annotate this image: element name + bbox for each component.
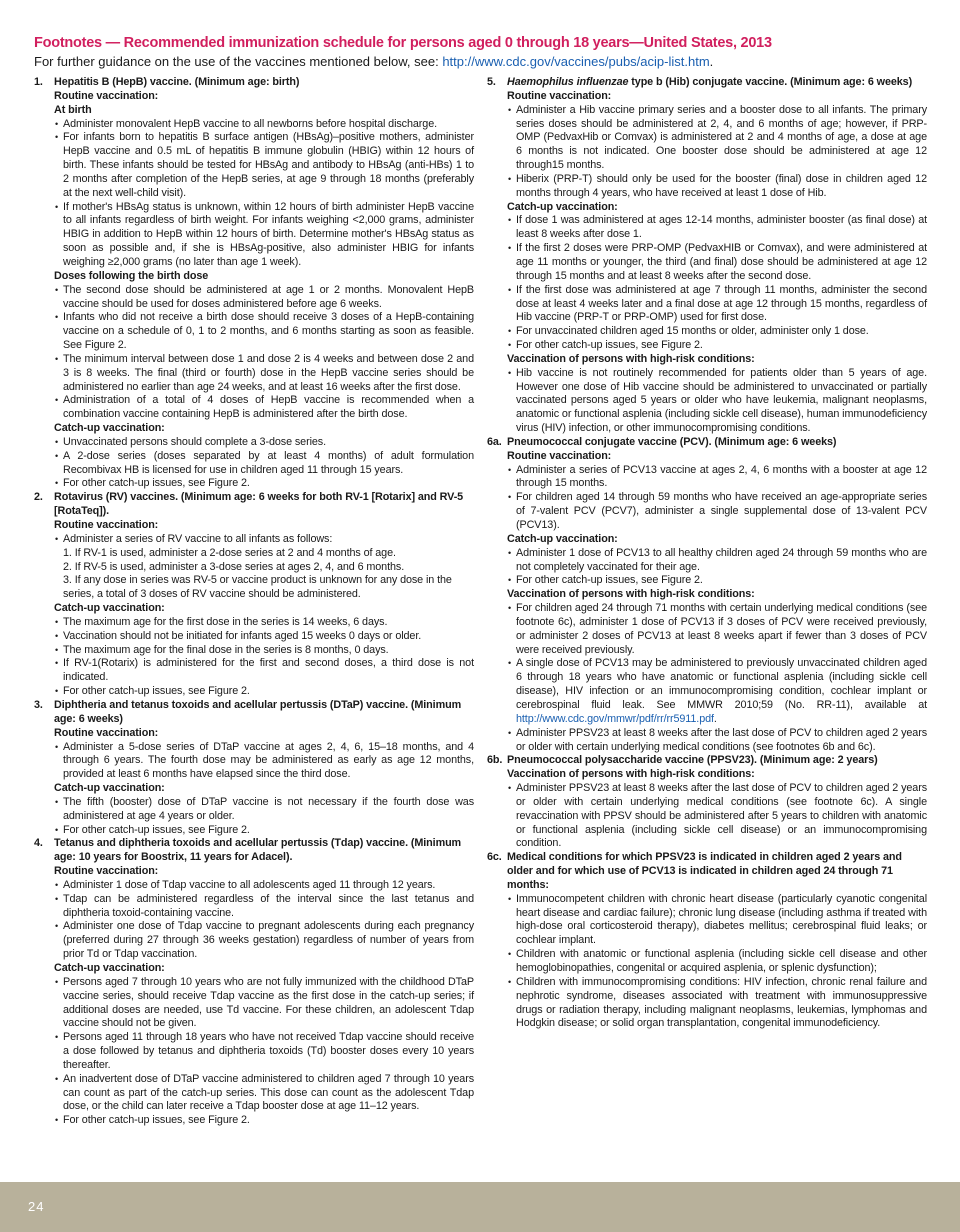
- page-subtitle: [34, 54, 934, 69]
- footnote-hib: [487, 76, 927, 436]
- footnote-number: 6c.: [487, 851, 502, 864]
- list-item: • If the first dose was administered at age 7 through 11 months, administer the second dose at least 4 weeks later and a final dose at age 12 through 15 months, regardless of Hib vaccine (PRP-T or PRP-OMP) used for first dose.: [507, 284, 927, 326]
- footnote-title: Diphtheria and tetanus toxoids and acellular pertussis (DTaP) vaccine. (Minimum age: 6 weeks): [54, 698, 462, 725]
- catchup-label: Catch-up vaccination:: [507, 532, 618, 545]
- routine-label: Routine vaccination:: [54, 865, 159, 878]
- footnote-rotavirus: [34, 491, 474, 699]
- list-item: • Infants who did not receive a birth dose should receive 3 doses of a HepB-containing vaccine on a schedule of 0, 1 to 2 months, and 6 months starting as soon as feasible. See Figure 2.: [54, 311, 474, 353]
- numbered-item: 1. If RV-1 is used, administer a 2-dose series at 2 and 4 months of age.: [63, 546, 396, 559]
- catchup-label: Catch-up vaccination:: [54, 962, 165, 974]
- list-item: • The maximum age for the first dose in the series is 14 weeks, 6 days.: [54, 616, 474, 630]
- list-item: • Children with immunocompromising conditions: HIV infection, chronic renal failure and nephrotic syndrome, diseases associated with treatment with immunosuppressive drugs or radiation therapy, including malignant neoplasms, leukemias, lymphomas and Hodgkin disease; or solid organ transplantation, congenital immunodeficiency.: [507, 976, 927, 1031]
- footnote-ppsv: [487, 754, 927, 851]
- list-item: • For infants born to hepatitis B surface antigen (HBsAg)–positive mothers, administer HepB vaccine and 0.5 mL of hepatitis B immune globulin (HBIG) within 12 hours of birth. These infants should be tested for HBsAg and antibody to HBsAg (anti-HBs) 1 to 2 months after completion of the HepB series, at age 9 through 18 months (preferably at the next well-child visit).: [54, 131, 474, 200]
- routine-list: [54, 879, 474, 962]
- list-item: • If mother's HBsAg status is unknown, within 12 hours of birth administer HepB vaccine to all infants regardless of birth weight. For infants weighing <2,000 grams, administer HBIG in addition to HepB within 12 hours of birth. Determine mother's HBsAg status as soon as possible and, if she is HBsAg-positive, also administer HBIG for infants weighing ≥2,000 grams (no later than age 1 week).: [54, 201, 474, 270]
- catchup-list: [54, 976, 474, 1128]
- list-item: • If dose 1 was administered at ages 12-14 months, administer booster (as final dose) at least 8 weeks after dose 1.: [507, 214, 927, 242]
- list-item: • Hiberix (PRP-T) should only be used for the booster (final) dose in children aged 12 months through 4 years, who have received at least 1 dose of Hib.: [507, 173, 927, 201]
- numbered-item: 2. If RV-5 is used, administer a 3-dose series at ages 2, 4, and 6 months.: [63, 560, 405, 573]
- footnote-title: Hepatitis B (HepB) vaccine. (Minimum age: birth): [54, 76, 300, 88]
- list-item: • For other catch-up issues, see Figure 2.: [507, 339, 927, 353]
- catchup-list: [54, 796, 474, 838]
- page-title: Footnotes — Recommended immunization schedule for persons aged 0 through 18 years—United States, 2013: [34, 35, 772, 51]
- footnote-medical-conditions: [487, 851, 927, 1031]
- routine-list: [54, 741, 474, 783]
- list-item: • Administer a 5-dose series of DTaP vaccine at ages 2, 4, 6, 15–18 months, and 4 through 6 years. The fourth dose may be administered as early as age 12 months, provided at least 6 months have elapsed since the third dose.: [54, 741, 474, 783]
- routine-label: Routine vaccination:: [507, 449, 612, 462]
- list-item-text: A single dose of PCV13 may be administered to previously unvaccinated children aged 6 through 18 years who have anatomic or functional asplenia (including sickle cell disease), HIV infection or an immunocompromising condition, cochlear implant or cerebrospinal fluid leak. See MMWR 2010;59 (No. RR-11), available at: [516, 657, 927, 711]
- right-column: [487, 76, 927, 1031]
- highrisk-list: [507, 367, 927, 436]
- highrisk-label: Vaccination of persons with high-risk conditions:: [507, 768, 755, 781]
- list-item: • For other catch-up issues, see Figure 2.: [54, 685, 474, 699]
- highrisk-label: Vaccination of persons with high-risk conditions:: [507, 352, 755, 365]
- following-list: [54, 284, 474, 422]
- mmwr-link[interactable]: http://www.cdc.gov/mmwr/pdf/rr/rr5911.pdf: [516, 712, 714, 725]
- catchup-label: Catch-up vaccination:: [54, 422, 165, 435]
- following-label: Doses following the birth dose: [54, 269, 209, 282]
- catchup-label: Catch-up vaccination:: [54, 782, 165, 795]
- list-item: • If the first 2 doses were PRP-OMP (PedvaxHIB or Comvax), and were administered at age 11 months or younger, the third (and final) dose should be administered at age 12 through 15 months and at least 8 weeks after the second dose.: [507, 242, 927, 284]
- list-item: • For other catch-up issues, see Figure 2.: [54, 824, 474, 838]
- footnote-tdap: [34, 837, 474, 1128]
- list-item: • Administer a Hib vaccine primary series and a booster dose to all infants. The primary series doses should be administered at 2, 4, and 6 months of age; however, if PRP-OMP (PedvaxHib or Comvax) is administered at 2 and 4 months of age, a dose at age 6 months is not indicated. One booster dose should be administered at age 12 through15 months.: [507, 104, 927, 173]
- routine-list: [507, 104, 927, 201]
- list-item: • Persons aged 7 through 10 years who are not fully immunized with the childhood DTaP vaccine series, should receive Tdap vaccine as the first dose in the catch-up series; if additional doses are needed, use Td vaccine. For these children, an adolescent Tdap vaccine should not be given.: [54, 976, 474, 1031]
- catchup-list: [507, 214, 927, 352]
- acip-list-link[interactable]: http://www.cdc.gov/vaccines/pubs/acip-list.htm: [442, 54, 710, 69]
- footnote-number: 3.: [34, 698, 43, 711]
- footnote-number: 4.: [34, 837, 43, 850]
- footnote-dtap: [34, 699, 474, 837]
- routine-label: Routine vaccination:: [54, 519, 159, 531]
- list-item: • Unvaccinated persons should complete a 3-dose series.: [54, 436, 474, 450]
- list-item: • A 2-dose series (doses separated by at least 4 months) of adult formulation Recombivax HB is licensed for use in children aged 11 through 15 years.: [54, 450, 474, 478]
- title-italic: Haemophilus influenzae: [507, 76, 629, 88]
- list-item: • For children aged 24 through 71 months with certain underlying medical conditions (see footnote 6c), administer 1 dose of PCV13 if 3 doses of PCV were received previously, or administer 2 doses of PCV13 at least 8 weeks apart if fewer than 3 doses of PCV were received previously.: [507, 602, 927, 657]
- list-item: • The second dose should be administered at age 1 or 2 months. Monovalent HepB vaccine should be used for doses administered before age 6 weeks.: [54, 284, 474, 312]
- routine-label: Routine vaccination:: [54, 89, 159, 102]
- left-column: [34, 76, 474, 1128]
- list-item: • Administer monovalent HepB vaccine to all newborns before hospital discharge.: [54, 118, 474, 132]
- list-item: • Tdap can be administered regardless of the interval since the last tetanus and diphtheria toxoid-containing vaccine.: [54, 893, 474, 921]
- list-item: • Administer PPSV23 at least 8 weeks after the last dose of PCV to children aged 2 years or older with certain underlying medical conditions (see footnotes 6b and 6c).: [507, 727, 927, 755]
- footnote-number: 6a.: [487, 435, 502, 448]
- footnote-title: Pneumococcal conjugate vaccine (PCV). (Minimum age: 6 weeks): [507, 435, 837, 448]
- routine-list: [507, 464, 927, 533]
- catchup-list: [54, 436, 474, 491]
- footnote-number: 1.: [34, 76, 43, 88]
- list-item: • Vaccination should not be initiated for infants aged 15 weeks 0 days or older.: [54, 630, 474, 644]
- highrisk-list: [507, 602, 927, 754]
- list-item: • Administer a series of RV vaccine to all infants as follows:: [54, 533, 474, 547]
- list-item: • For other catch-up issues, see Figure 2.: [54, 1114, 474, 1128]
- list-item: • Administration of a total of 4 doses of HepB vaccine is recommended when a combination vaccine containing HepB is administered after the birth dose.: [54, 394, 474, 422]
- list-item: • Administer PPSV23 at least 8 weeks after the last dose of PCV to children aged 2 years or older with certain underlying medical conditions (see footnote 6c). A single revaccination with PPSV should be administered after 5 years to children with anatomic or functional asplenia (including sickle cell disease) or an immunocompromising condition.: [507, 782, 927, 851]
- footnote-title: Medical conditions for which PPSV23 is indicated in children aged 2 years and older and for which use of PCV13 is indicated in children aged 24 through 71 months:: [507, 851, 902, 891]
- routine-label: Routine vaccination:: [54, 726, 159, 739]
- list-item: • The fifth (booster) dose of DTaP vaccine is not necessary if the fourth dose was administered at age 4 years or older.: [54, 796, 474, 824]
- highrisk-list: [507, 782, 927, 851]
- footnote-title: Tetanus and diphtheria toxoids and acellular pertussis (Tdap) vaccine. (Minimum age: 10 years for Boostrix, 11 years for Adacel).: [54, 837, 462, 864]
- catchup-list: [507, 547, 927, 589]
- conditions-list: [507, 893, 927, 1031]
- catchup-label: Catch-up vaccination:: [507, 200, 618, 213]
- catchup-list: [54, 616, 474, 699]
- list-item: • If RV-1(Rotarix) is administered for the first and second doses, a third dose is not indicated.: [54, 657, 474, 685]
- list-item: • Immunocompetent children with chronic heart disease (particularly cyanotic congenital heart disease and cardiac failure); chronic lung disease (including asthma if treated with high-dose oral corticosteroid therapy), diabetes mellitus; cerebrospinal fluid leaks; or cochlear implant.: [507, 893, 927, 948]
- routine-list: [54, 533, 474, 547]
- footer-bar: [0, 1182, 960, 1232]
- list-item: • Persons aged 11 through 18 years who have not received Tdap vaccine should receive a dose followed by tetanus and diphtheria toxoids (Td) booster doses every 10 years thereafter.: [54, 1031, 474, 1073]
- footnote-title: Pneumococcal polysaccharide vaccine (PPSV23). (Minimum age: 2 years): [507, 754, 878, 767]
- footnote-number: 5.: [487, 76, 496, 88]
- subtitle-end: .: [709, 54, 714, 69]
- page-number: 24: [28, 1199, 45, 1214]
- list-item: • Administer 1 dose of Tdap vaccine to all adolescents aged 11 through 12 years.: [54, 879, 474, 893]
- catchup-label: Catch-up vaccination:: [54, 602, 165, 615]
- footnote-number: 6b.: [487, 754, 503, 767]
- list-item: • Hib vaccine is not routinely recommended for patients older than 5 years of age. However one dose of Hib vaccine should be administered to unvaccinated or partially vaccinated persons aged 5 years or older who have leukemia, malignant neoplasms, anatomic or functional asplenia (including sickle cell disease), human immunodeficiency virus (HIV) infection, or other immunocompromising conditions.: [507, 367, 927, 436]
- list-item: • For unvaccinated children aged 15 months or older, administer only 1 dose.: [507, 325, 927, 339]
- highrisk-label: Vaccination of persons with high-risk conditions:: [507, 588, 755, 601]
- routine-label: Routine vaccination:: [507, 89, 612, 102]
- footnote-pcv: [487, 436, 927, 754]
- list-item: [507, 657, 927, 726]
- list-item: • Administer a series of PCV13 vaccine at ages 2, 4, 6 months with a booster at age 12 through 15 months.: [507, 464, 927, 492]
- at-birth-list: [54, 118, 474, 270]
- footnote-title: Rotavirus (RV) vaccines. (Minimum age: 6 weeks for both RV-1 [Rotarix] and RV-5 [RotaTeq]).: [54, 491, 464, 518]
- footnote-number: 2.: [34, 491, 43, 504]
- title-rest: type b (Hib) conjugate vaccine. (Minimum age: 6 weeks): [628, 76, 913, 88]
- list-item: • For other catch-up issues, see Figure 2.: [54, 477, 474, 491]
- list-item: • Administer 1 dose of PCV13 to all healthy children aged 24 through 59 months who are not completely vaccinated for their age.: [507, 547, 927, 575]
- at-birth-label: At birth: [54, 103, 92, 116]
- footnote-hepb: [34, 76, 474, 491]
- routine-numbered-list: [54, 547, 474, 602]
- list-item-end: .: [713, 712, 717, 725]
- list-item: • The minimum interval between dose 1 and dose 2 is 4 weeks and between dose 2 and 3 is 8 weeks. The final (third or fourth) dose in the HepB vaccine series should be administered no earlier than age 24 weeks, and at least 16 weeks after the first dose.: [54, 353, 474, 395]
- list-item: • For children aged 14 through 59 months who have received an age-appropriate series of 7-valent PCV (PCV7), administer a single supplemental dose of 13-valent PCV (PCV13).: [507, 491, 927, 533]
- list-item: • An inadvertent dose of DTaP vaccine administered to children aged 7 through 10 years can count as part of the catch-up series. This dose can count as the adolescent Tdap dose, or the child can later receive a Tdap booster dose at age 11–12 years.: [54, 1073, 474, 1115]
- footnote-title: [507, 76, 927, 90]
- list-item: • Administer one dose of Tdap vaccine to pregnant adolescents during each pregnancy (preferred during 27 through 36 weeks gestation) regardless of number of years from prior Td or Tdap vaccination.: [54, 920, 474, 962]
- list-item: • The maximum age for the final dose in the series is 8 months, 0 days.: [54, 644, 474, 658]
- list-item: • Children with anatomic or functional asplenia (including sickle cell disease and other hemoglobinopathies, congenital or acquired asplenia, or splenic dysfunction);: [507, 948, 927, 976]
- numbered-item: 3. If any dose in series was RV-5 or vaccine product is unknown for any dose in the series, a total of 3 doses of RV vaccine should be administered.: [63, 574, 452, 601]
- subtitle-text: For further guidance on the use of the vaccines mentioned below, see:: [34, 54, 443, 69]
- list-item: • For other catch-up issues, see Figure 2.: [507, 574, 927, 588]
